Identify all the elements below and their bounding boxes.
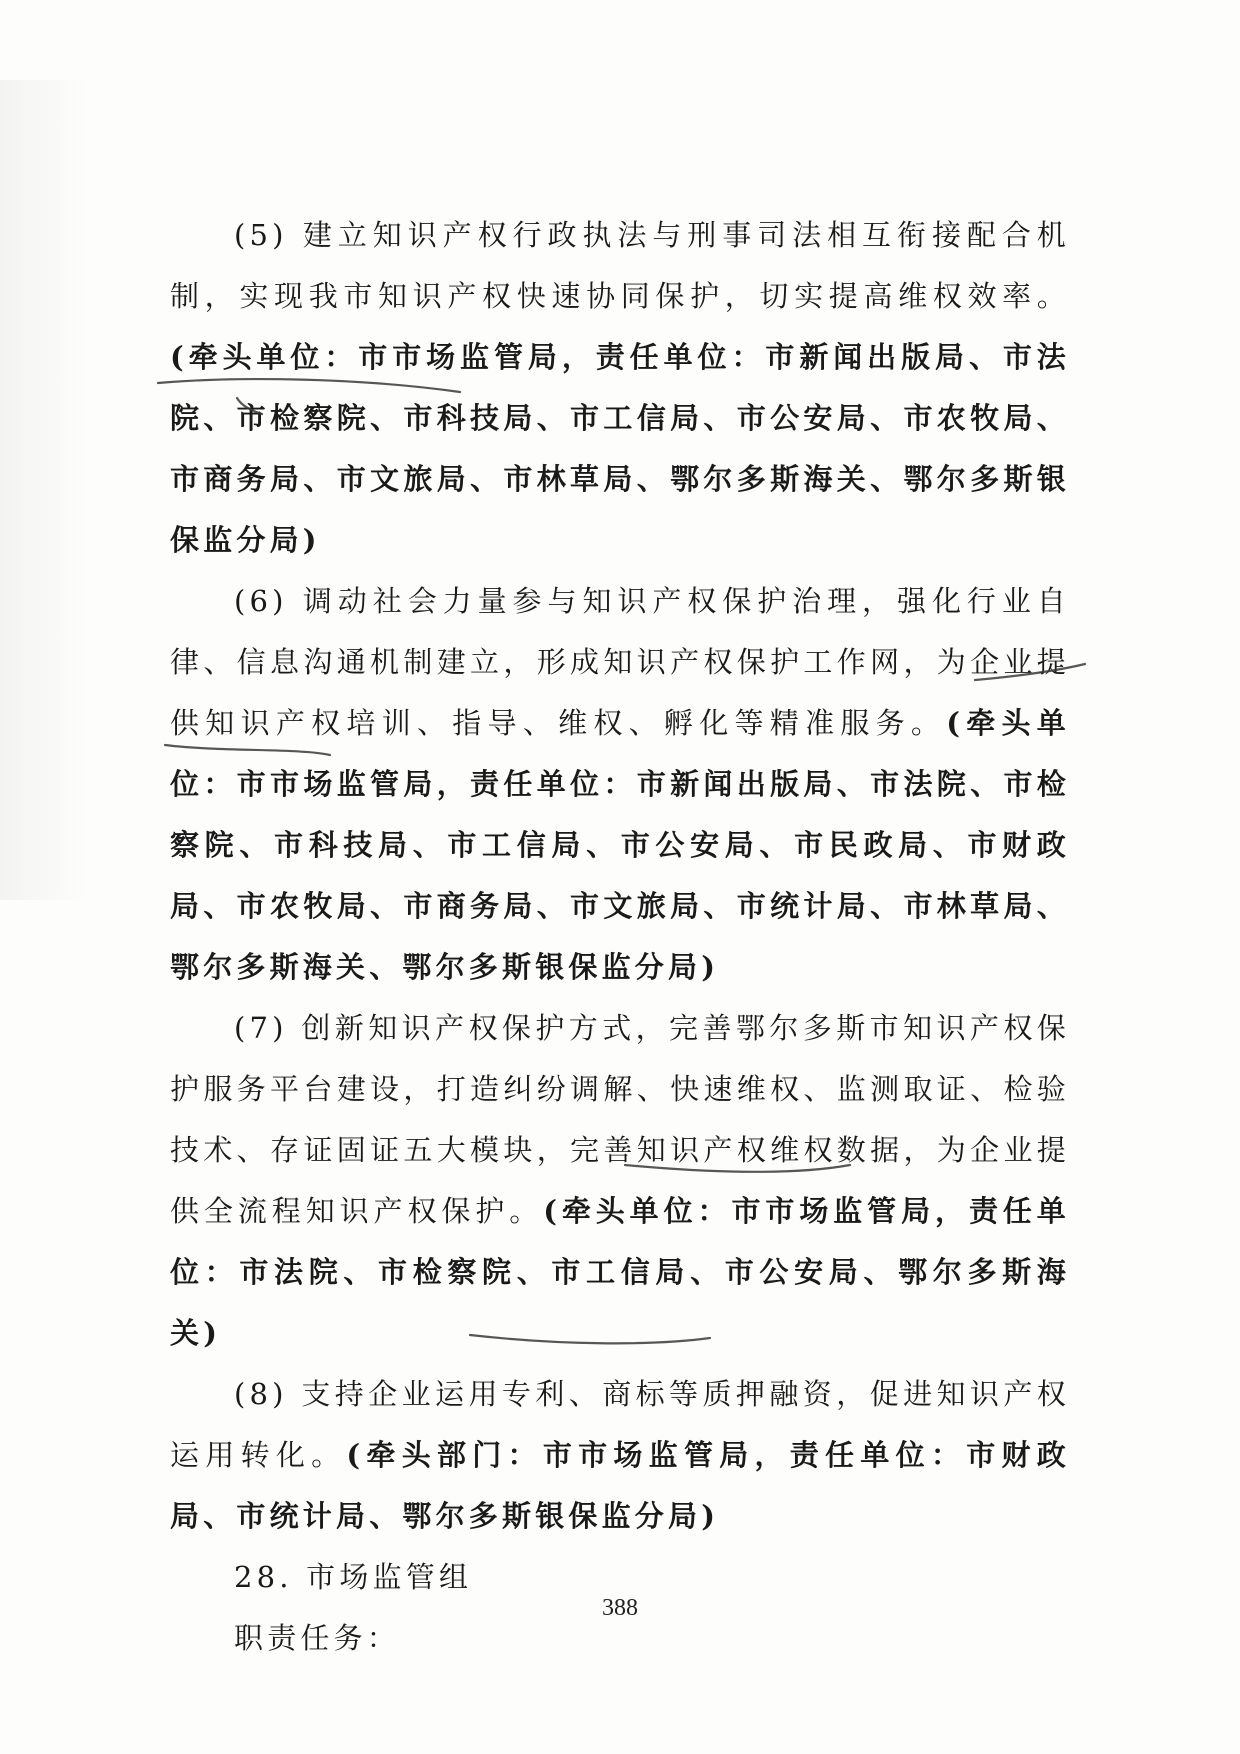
paragraph-6-responsibility: (牵头单位：市市场监管局，责任单位：市新闻出版局、市法院、市检察院、市科技局、市工信局、市公安局、市民政局、市财政局、市农牧局、市商务局、市文旅局、市统计局、市林草局、鄂尔多斯海关、鄂尔多斯银保监分局) <box>170 706 1070 984</box>
paragraph-7-text: (7) 创新知识产权保护方式，完善鄂尔多斯市知识产权保护服务平台建设，打造纠纷调解、快速维权、监测取证、检验技术、存证固证五大模块，完善知识产权维权数据，为企业提供全流程知识产权保护。 <box>170 1011 1070 1228</box>
paragraph-6 <box>170 571 1070 998</box>
paragraph-8-text: (8) 支持企业运用专利、商标等质押融资，促进知识产权运用转化。 <box>170 1377 1070 1472</box>
page-number: 388 <box>602 1595 638 1621</box>
paragraph-7-responsibility: (牵头单位：市市场监管局，责任单位：市法院、市检察院、市工信局、市公安局、鄂尔多斯海关) <box>170 1194 1070 1350</box>
paragraph-8-responsibility: (牵头部门：市市场监管局，责任单位：市财政局、市统计局、鄂尔多斯银保监分局) <box>170 1438 1070 1533</box>
paragraph-7 <box>170 998 1070 1364</box>
document-body <box>170 205 1070 1669</box>
duties-heading: 职责任务： <box>234 1621 401 1655</box>
paragraph-5 <box>170 205 1070 571</box>
paragraph-5-responsibility: (牵头单位：市市场监管局，责任单位：市新闻出版局、市法院、市检察院、市科技局、市工信局、市公安局、市农牧局、市商务局、市文旅局、市林草局、鄂尔多斯海关、鄂尔多斯银保监分局) <box>170 340 1070 557</box>
paragraph-6-text: (6) 调动社会力量参与知识产权保护治理，强化行业自律、信息沟通机制建立，形成知识产权保护工作网，为企业提供知识产权培训、指导、维权、孵化等精准服务。 <box>170 584 1070 740</box>
section-heading: 28. 市场监管组 <box>234 1560 473 1594</box>
paragraph-8 <box>170 1364 1070 1547</box>
scan-edge-shadow <box>0 80 90 900</box>
paragraph-5-text: (5) 建立知识产权行政执法与刑事司法相互衔接配合机制，实现我市知识产权快速协同保护，切实提高维权效率。 <box>170 218 1070 313</box>
